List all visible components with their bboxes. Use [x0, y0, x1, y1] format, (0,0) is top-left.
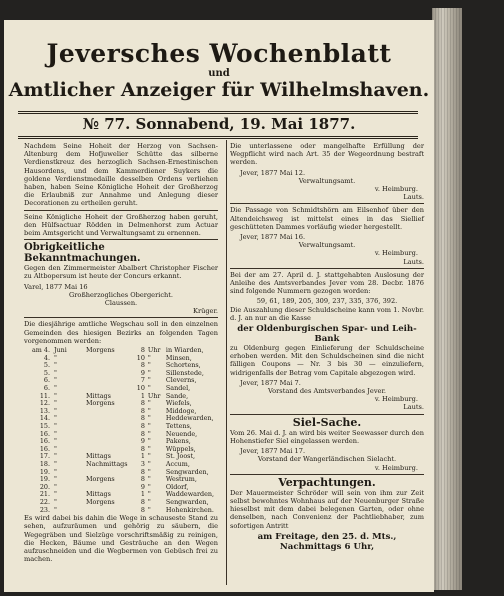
lease-notice: Der Mauermeister Schröder will sein von ihm zur Zeit selbst bewohntes Wohnhaus auf der Neuenburger Straße hieselbst mit dem dabei belegenen Garten, oder ohne denselben, nach Convenienz der Pachtliebhaber, zum sofortigen Antritt: [230, 488, 424, 530]
schedule-unit: ": [147, 437, 151, 446]
schedule-day: 16.: [39, 444, 50, 453]
schedule-time-of-day: [86, 438, 131, 446]
schedule-month: Juni: [54, 346, 67, 355]
schedule-month: ": [54, 459, 57, 468]
masthead-rule-bottom-2: [18, 138, 418, 139]
notice-signature: v. Heimburg.: [374, 395, 418, 404]
notice-signature: v. Heimburg.: [374, 463, 418, 472]
schedule-day: 4.: [43, 353, 50, 362]
schedule-day: 22.: [39, 497, 50, 506]
schedule-place: Pakens,: [165, 437, 191, 446]
court-signatory: Claussen.: [104, 299, 138, 308]
schedule-place: Cleverns,: [165, 376, 197, 385]
schedule-day: am 4.: [32, 346, 50, 355]
schedule-month: ": [54, 399, 57, 408]
schedule-hour: 10: [136, 353, 145, 362]
lease-date: am Freitage, den 25. d. Mts., Nachmittags 6 Uhr,: [257, 531, 397, 552]
loan-drawing-notice: Bei der am 27. April d. J. stattgehabten Auslosung der Anleihe des Amtsverbandes Jever vom 28. Decbr. 1876 sind folgende Nummern gezogen worden:: [230, 270, 424, 296]
official-notices-heading: Obrigkeitliche Bekanntmachungen.: [24, 242, 141, 265]
schedule-unit: ": [147, 376, 151, 385]
schedule-month: ": [54, 505, 57, 514]
schedule-time-of-day: [86, 377, 131, 385]
schedule-month: ": [54, 391, 57, 400]
passage-notice: Die Passage von Schmidtshörn am Eilsenhof über den Altendeichsweg ist mittelst eines in das Siellief geschütteten Dammes vorläufig wieder hergestellt.: [230, 206, 424, 231]
schedule-month: ": [54, 467, 57, 476]
schedule-place: Sande,: [165, 391, 189, 400]
notice-clerk: Lauts.: [403, 193, 424, 202]
schedule-time-of-day: [86, 423, 131, 431]
schedule-place: Neuende,: [165, 429, 198, 438]
book-cover-edge: [432, 8, 462, 590]
schedule-time-of-day: Mittags: [86, 452, 111, 461]
schedule-month: ": [54, 437, 57, 446]
schedule-time-of-day: [86, 370, 131, 378]
notice-signature: v. Heimburg.: [374, 185, 418, 194]
schedule-unit: ": [147, 429, 151, 438]
schedule-month: ": [54, 444, 57, 453]
notice-office: Vorstand des Amtsverbandes Jever.: [268, 387, 386, 396]
schedule-hour: 1: [140, 452, 145, 461]
schedule-hour: 1: [140, 490, 145, 499]
schedule-month: ": [54, 490, 57, 499]
schedule-day: 16.: [39, 437, 50, 446]
official-notice-text: Gegen den Zimmermeister Abalbert Christopher Fischer zu Altbopersum ist heute der Concurs erkannt.: [24, 264, 218, 281]
notice-date: Jever, 1877 Mai 12.: [240, 168, 306, 177]
notice-signature: v. Heimburg.: [374, 249, 418, 258]
masthead-rule-top-2: [18, 113, 418, 114]
schedule-time-of-day: [86, 507, 131, 515]
schedule-unit: Uhr: [147, 391, 161, 400]
schedule-place: Sillenstede,: [165, 368, 204, 377]
schedule-month: ": [54, 376, 57, 385]
separator: [230, 203, 424, 204]
schedule-day: 19.: [39, 475, 50, 484]
loan-payout-text: Die Auszahlung dieser Schuldscheine kann vom 1. Novbr. d. J. an nur an die Kasse: [230, 305, 424, 322]
schedule-unit: ": [147, 422, 151, 430]
inspection-outro: Es wird dabei bis dahin die Wege in schauseste Stand zu sehen, aufzuräumen und gehörig zu säubern, die Wegegräben und Sielzüge vorschriftsmäßig zu reinigen, die Hecken, Bäume und Gesträuche an den Wegen aufzuschneiden und die Wegbermen von Gebüsch frei zu machen.: [24, 514, 218, 564]
schedule-hour: 1: [140, 391, 145, 400]
notice-office: Verwaltungsamt.: [298, 241, 356, 250]
official-notice-date: Varel, 1877 Mai 16: [24, 282, 88, 291]
issue-dateline: № 77. Sonnabend, 19. Mai 1877.: [82, 115, 356, 133]
schedule-month: ": [54, 429, 57, 438]
newspaper-subtitle: Amtlicher Anzeiger für Wilhelmshaven.: [8, 79, 430, 101]
separator: [24, 210, 218, 211]
schedule-time-of-day: [86, 431, 131, 439]
masthead-rule-top: [18, 111, 418, 112]
newspaper-title: Jeversches Wochenblatt: [46, 39, 392, 68]
schedule-hour: 9: [140, 368, 145, 377]
schedule-unit: ": [147, 452, 151, 461]
notice-date: Jever, 1877 Mai 17.: [240, 447, 306, 456]
schedule-hour: 10: [136, 384, 145, 393]
schedule-hour: 8: [140, 361, 145, 370]
notice-office: Vorstand der Wangerländischen Sielacht.: [257, 455, 397, 464]
inspection-schedule: [24, 347, 218, 514]
road-duty-notice: Die unterlassene oder mangelhafte Erfüllung der Wegpflicht wird nach Art. 35 der Wegeordnung bestraft werden.: [230, 142, 424, 167]
schedule-month: ": [54, 353, 57, 362]
schedule-hour: 3: [140, 459, 145, 468]
schedule-time-of-day: Morgens: [86, 497, 115, 506]
schedule-hour: 8: [140, 346, 145, 355]
schedule-day: 15.: [39, 422, 50, 430]
schedule-hour: 8: [140, 429, 145, 438]
schedule-day: 11.: [39, 391, 50, 400]
schedule-day: 13.: [39, 406, 50, 415]
schedule-time-of-day: Mittags: [86, 391, 111, 400]
schedule-day: 5.: [43, 368, 50, 377]
schedule-day: 6.: [43, 376, 50, 385]
schedule-day: 18.: [39, 459, 50, 468]
schedule-time-of-day: [86, 355, 131, 363]
schedule-hour: 7: [140, 376, 145, 385]
schedule-hour: 8: [140, 467, 145, 476]
schedule-day: 20.: [39, 482, 50, 491]
schedule-hour: 9: [140, 482, 145, 491]
masthead-und: und: [208, 68, 230, 79]
schedule-place: Heddewarden,: [165, 414, 214, 423]
schedule-unit: ": [147, 361, 151, 370]
schedule-unit: ": [147, 505, 151, 514]
schedule-unit: ": [147, 444, 151, 453]
schedule-place: in Wiarden,: [165, 346, 204, 355]
schedule-place: Sengwarden,: [165, 467, 209, 476]
schedule-unit: ": [147, 384, 151, 393]
separator: [230, 474, 424, 475]
schedule-unit: ": [147, 368, 151, 377]
schedule-time-of-day: Mittags: [86, 490, 111, 499]
leases-heading: Verpachtungen.: [278, 475, 376, 489]
schedule-unit: ": [147, 353, 151, 362]
column-divider: [226, 140, 227, 585]
schedule-place: Westrum,: [165, 475, 197, 484]
schedule-hour: 9: [140, 437, 145, 446]
schedule-hour: 8: [140, 505, 145, 514]
schedule-day: 17.: [39, 452, 50, 461]
schedule-day: 21.: [39, 490, 50, 499]
schedule-place: Minsen,: [165, 353, 192, 362]
notice-office: Verwaltungsamt.: [298, 176, 356, 185]
court-news-1: Nachdem Seine Hoheit der Herzog von Sachsen-Altenburg dem Hofjuwelier Schütte das silberne Verdienstkreuz des herzoglich Sachsen-Ernestinischen Hausordens, und dem Kammerdiener Suykers die goldene Verdienstmedaille desselben Ordens verliehen haben, haben Seine Königliche Hoheit der Großherzog die Erlaubniß zur Annahme und Anlegung dieser Decorationen zu ertheilen geruht.: [24, 142, 218, 208]
schedule-time-of-day: [86, 362, 131, 370]
schedule-place: Sengwarden,: [165, 497, 209, 506]
bank-name: der Oldenburgischen Spar- und Leih-Bank: [237, 324, 417, 345]
schedule-place: St. Joost,: [165, 452, 196, 461]
schedule-month: ": [54, 384, 57, 393]
notice-date: Jever, 1877 Mai 16.: [240, 233, 306, 242]
notice-clerk: Lauts.: [403, 403, 424, 412]
schedule-day: 23.: [39, 505, 50, 514]
separator: [230, 268, 424, 269]
schedule-hour: 8: [140, 414, 145, 423]
schedule-row: [24, 507, 218, 515]
schedule-hour: 8: [140, 399, 145, 408]
right-column: [230, 142, 424, 552]
loan-redemption-text: zu Oldenburg gegen Einlieferung der Schuldscheine erhoben werden. Mit den Schuldscheinen sind die nicht fälligen Coupons — Nr. 3 bis 30 — einzuliefern, widrigenfalls der Betrag vom Capitale abgezogen wird.: [230, 344, 424, 377]
schedule-place: Middoge,: [165, 406, 197, 415]
schedule-month: ": [54, 452, 57, 461]
masthead-rule-bottom: [18, 136, 418, 137]
court-name: Großherzogliches Obergericht.: [68, 290, 174, 299]
schedule-time-of-day: [86, 415, 131, 423]
schedule-month: ": [54, 414, 57, 423]
schedule-unit: ": [147, 399, 151, 408]
schedule-hour: 8: [140, 406, 145, 415]
schedule-hour: 8: [140, 497, 145, 506]
schedule-hour: 8: [140, 422, 145, 430]
court-clerk: Krüger.: [193, 307, 218, 316]
left-column: [24, 142, 218, 565]
schedule-month: ": [54, 406, 57, 415]
schedule-place: Waddewarden,: [165, 490, 215, 499]
schedule-place: Wüppels,: [165, 444, 196, 453]
schedule-place: Sandel,: [165, 384, 191, 393]
schedule-unit: ": [147, 414, 151, 423]
separator: [24, 317, 218, 318]
notice-date: Jever, 1877 Mai 7.: [240, 378, 301, 387]
schedule-unit: ": [147, 497, 151, 506]
schedule-day: 19.: [39, 467, 50, 476]
schedule-time-of-day: Nachmittags: [86, 459, 128, 468]
schedule-unit: ": [147, 490, 151, 499]
schedule-unit: ": [147, 482, 151, 491]
masthead: [4, 40, 434, 101]
schedule-day: 16.: [39, 429, 50, 438]
schedule-place: Wiefels,: [165, 399, 192, 408]
schedule-place: Hohenkirchen.: [165, 505, 214, 514]
schedule-unit: ": [147, 406, 151, 415]
schedule-month: ": [54, 497, 57, 506]
schedule-place: Schortens,: [165, 361, 201, 370]
schedule-day: 14.: [39, 414, 50, 423]
schedule-month: ": [54, 482, 57, 491]
schedule-time-of-day: Morgens: [86, 475, 115, 484]
schedule-place: Accum,: [165, 459, 190, 468]
newspaper-page: [4, 20, 434, 592]
schedule-place: Tettens,: [165, 422, 192, 430]
schedule-day: 5.: [43, 361, 50, 370]
inspection-intro: Die diesjährige amtliche Wegschau soll in den einzelnen Gemeinden des hiesigen Bezirks an folgenden Tagen vorgenommen werden:: [24, 320, 218, 345]
schedule-time-of-day: Morgens: [86, 346, 115, 355]
schedule-month: ": [54, 361, 57, 370]
schedule-unit: Uhr: [147, 346, 161, 355]
sluice-notice: Vom 26. Mai d. J. an wird bis weiter Seewasser durch den Hohenstiefer Siel eingelassen werden.: [230, 428, 424, 445]
schedule-unit: ": [147, 475, 151, 484]
schedule-hour: 8: [140, 444, 145, 453]
schedule-unit: ": [147, 467, 151, 476]
drawn-numbers: 59, 61, 189, 205, 309, 237, 335, 376, 392.: [256, 297, 398, 306]
court-news-2: Seine Königliche Hoheit der Großherzog haben geruht, den Hülfsactuar Rödden in Delmenhorst zum Actuar beim Amtsgericht und Verwaltungsamt zu ernennen.: [24, 212, 218, 238]
schedule-time-of-day: [86, 408, 131, 416]
schedule-place: Oldorf,: [165, 482, 189, 491]
separator: [230, 414, 424, 415]
schedule-day: 12.: [39, 399, 50, 408]
sluice-heading: Siel-Sache.: [292, 415, 362, 429]
schedule-hour: 8: [140, 475, 145, 484]
schedule-unit: ": [147, 459, 151, 468]
schedule-day: 6.: [43, 384, 50, 393]
schedule-month: ": [54, 422, 57, 430]
separator: [24, 239, 218, 240]
schedule-month: ": [54, 475, 57, 484]
schedule-time-of-day: Morgens: [86, 399, 115, 408]
schedule-month: ": [54, 368, 57, 377]
notice-clerk: Lauts.: [403, 257, 424, 266]
